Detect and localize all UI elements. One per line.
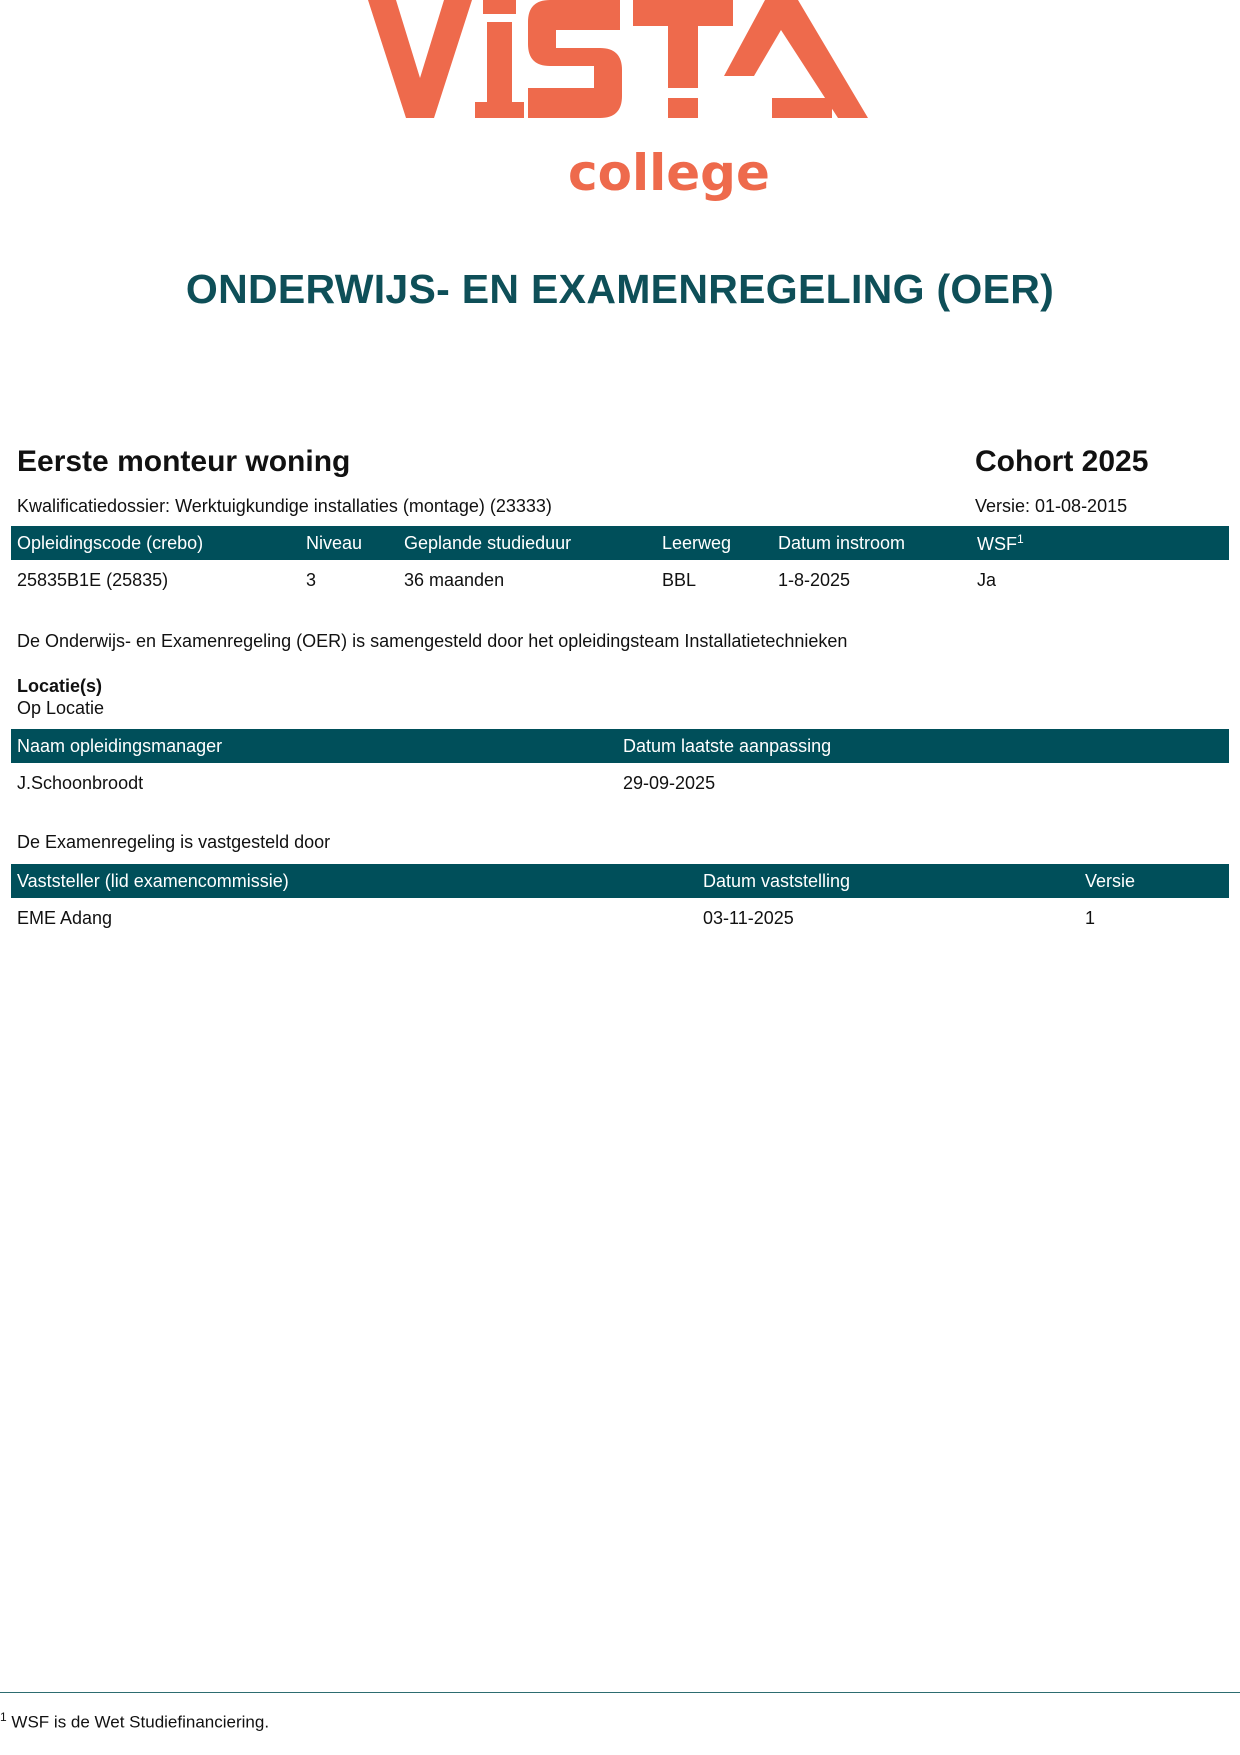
- cell-vaststeller: EME Adang: [17, 907, 113, 928]
- cell-wsf: Ja: [977, 569, 997, 590]
- logo-letter-t-dot: [668, 98, 698, 118]
- location-value: Op Locatie: [17, 698, 105, 718]
- header-wsf-cell: [971, 526, 1229, 560]
- exam-intro-text: De Examenregeling is vastgesteld door: [17, 832, 331, 852]
- cell-manager-name: J.Schoonbroodt: [17, 772, 144, 793]
- footnote: [0, 1710, 269, 1733]
- cell-datum-vaststelling: 03-11-2025: [703, 907, 794, 928]
- footnote-divider: [0, 1692, 1240, 1693]
- header-wsf: WSF: [977, 533, 1017, 554]
- footnote-mark: 1: [0, 1710, 7, 1724]
- header-vaststeller: Vaststeller (lid examencommissie): [11, 864, 697, 898]
- header-opleidingscode: Opleidingscode (crebo): [11, 526, 300, 560]
- table-row: [11, 763, 1229, 803]
- table-header-row: [11, 526, 1229, 560]
- table-header-row: [11, 864, 1229, 898]
- logo-college-text: college: [568, 144, 770, 202]
- logo-letter-t-bar: [633, 0, 733, 26]
- cell-opleidingscode: 25835B1E (25835): [17, 569, 169, 590]
- header-manager-name: Naam opleidingsmanager: [11, 729, 617, 763]
- header-niveau: Niveau: [300, 526, 398, 560]
- cell-last-modified: 29-09-2025: [623, 772, 716, 793]
- table-row: [11, 898, 1229, 938]
- cell-studieduur: 36 maanden: [404, 569, 505, 590]
- header-last-modified: Datum laatste aanpassing: [617, 729, 1229, 763]
- program-table: [11, 526, 1229, 600]
- table-header-row: [11, 729, 1229, 763]
- header-leerweg: Leerweg: [656, 526, 772, 560]
- cell-datum-instroom: 1-8-2025: [778, 569, 851, 590]
- vista-college-logo: [368, 0, 873, 205]
- logo-letter-i-top: [483, 0, 516, 14]
- header-datum-vaststelling: Datum vaststelling: [697, 864, 1079, 898]
- cell-versie: 1: [1085, 907, 1096, 928]
- location-label: Locatie(s): [17, 676, 103, 696]
- cohort-label: Cohort 2025: [975, 445, 1149, 478]
- header-datum-instroom: Datum instroom: [772, 526, 971, 560]
- header-versie: Versie: [1079, 864, 1229, 898]
- logo-letter-a-foot: [772, 98, 832, 118]
- header-studieduur: Geplande studieduur: [398, 526, 656, 560]
- table-row: [11, 560, 1229, 600]
- exam-table: [11, 864, 1229, 938]
- dossier-version: Versie: 01-08-2015: [975, 496, 1128, 516]
- program-title: Eerste monteur woning: [17, 445, 351, 478]
- footnote-text: WSF is de Wet Studiefinanciering.: [11, 1712, 270, 1732]
- logo-letter-i-base: [475, 102, 524, 118]
- cell-leerweg: BBL: [662, 569, 697, 590]
- manager-table: [11, 729, 1229, 803]
- logo-letter-v: [368, 0, 472, 118]
- logo-letter-t-stem: [668, 26, 698, 88]
- cell-niveau: 3: [306, 569, 317, 590]
- logo-letter-s: [528, 0, 622, 118]
- kwalificatiedossier: Kwalificatiedossier: Werktuigkundige installaties (montage) (23333): [17, 496, 552, 516]
- wsf-footnote-mark: 1: [1017, 531, 1024, 546]
- document-title: ONDERWIJS- EN EXAMENREGELING (OER): [185, 266, 1055, 312]
- logo-letter-i-stem: [487, 22, 512, 102]
- composed-by-text: De Onderwijs- en Examenregeling (OER) is samengesteld door het opleidingsteam Installatietechnieken: [17, 631, 848, 651]
